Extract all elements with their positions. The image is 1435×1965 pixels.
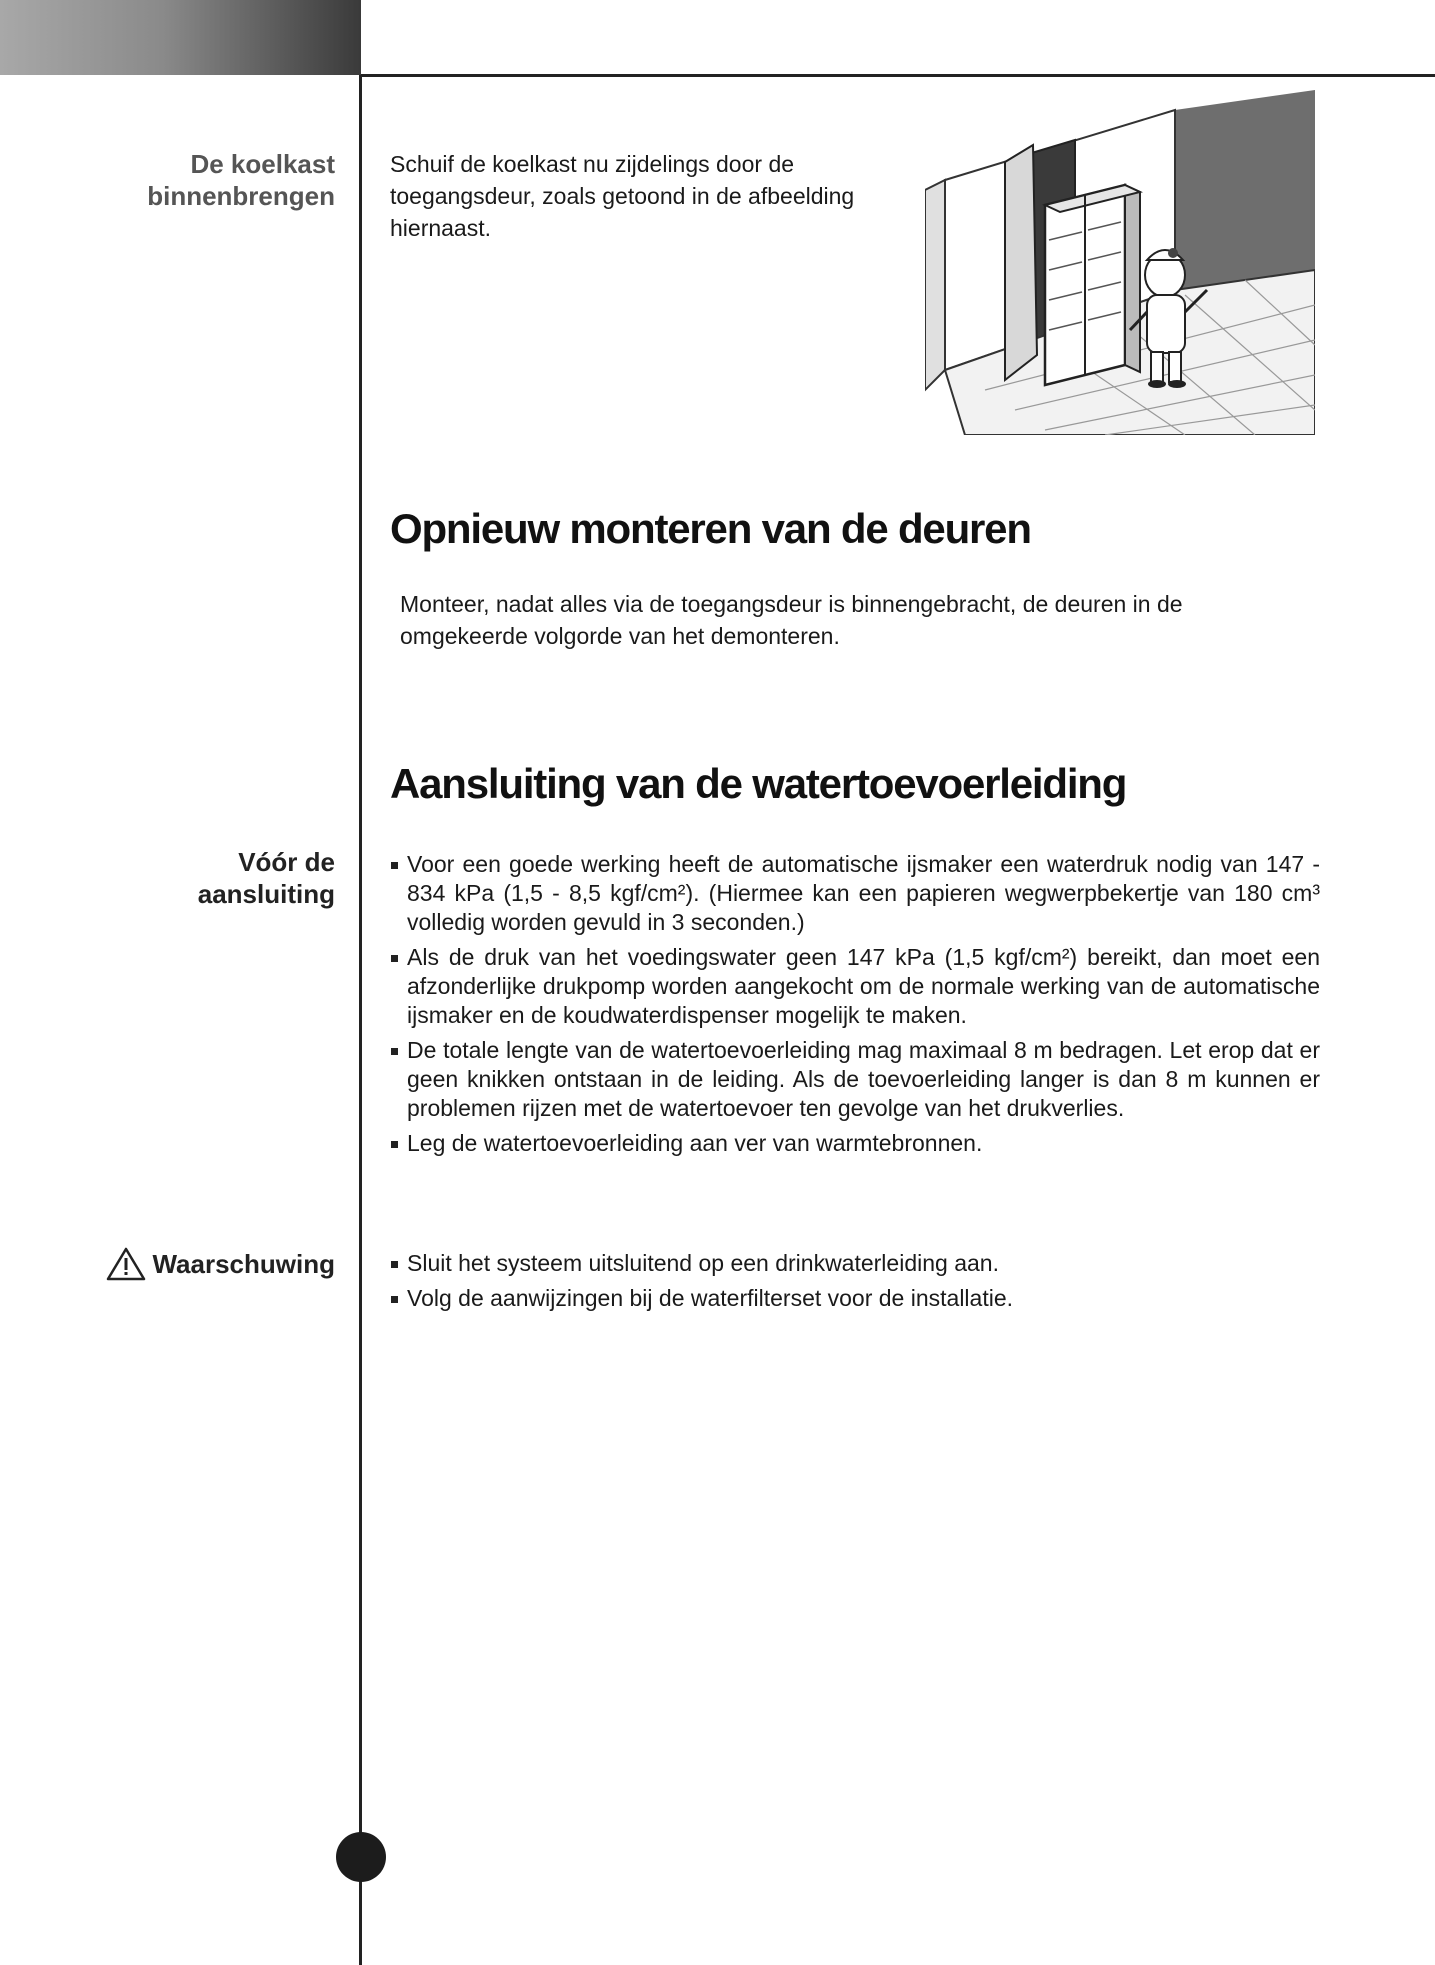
list-item: Voor een goede werking heeft de automatische ijsmaker een waterdruk nodig van 147 - 834 kPa (1,5 - 8,5 kgf/cm²). (Hiermee kan een papieren wegwerpbekertje van 180 cm³ volledig worden gevuld in 3 seconden.) [390, 850, 1320, 937]
water-heading: Aansluiting van de watertoevoerleiding [390, 760, 1127, 807]
water-bullet-list [390, 850, 1320, 1164]
before-connection-label: Vóór de aansluiting [197, 847, 335, 909]
warning-icon [106, 1247, 146, 1281]
page-marker [336, 1832, 386, 1882]
warning-label: Waarschuwing [106, 1247, 335, 1281]
moving-side-label: De koelkast binnenbrengen [147, 149, 335, 211]
list-item: Sluit het systeem uitsluitend op een drinkwaterleiding aan. [390, 1249, 1320, 1278]
moving-text: Schuif de koelkast nu zijdelings door de toegangsdeur, zoals getoond in de afbeelding hiernaast. [390, 151, 855, 241]
list-item: Als de druk van het voedingswater geen 147 kPa (1,5 kgf/cm²) bereikt, dan moet een afzonderlijke drukpomp worden aangekocht om de normale werking van de automatische ijsmaker en de koudwaterdispenser mogelijk te maken. [390, 943, 1320, 1030]
doors-text: Monteer, nadat alles via de toegangsdeur is binnengebracht, de deuren in de omgekeerde volgorde van het demonteren. [400, 591, 1183, 649]
refrigerator-moving-illustration [925, 90, 1315, 435]
header-tab [0, 0, 361, 75]
warning-bullet-list [390, 1249, 1320, 1319]
list-item: Leg de watertoevoerleiding aan ver van warmtebronnen. [390, 1129, 1320, 1158]
list-item: Volg de aanwijzingen bij de waterfilterset voor de installatie. [390, 1284, 1320, 1313]
doors-heading: Opnieuw monteren van de deuren [390, 505, 1031, 552]
list-item: De totale lengte van de watertoevoerleiding mag maximaal 8 m bedragen. Let erop dat er geen knikken ontstaan in de leiding. Als de toevoerleiding langer is dan 8 m kunnen er problemen rijzen met de watertoevoer ten gevolge van het drukverlies. [390, 1036, 1320, 1123]
header-rule [361, 74, 1435, 77]
margin-rule [359, 75, 362, 1965]
